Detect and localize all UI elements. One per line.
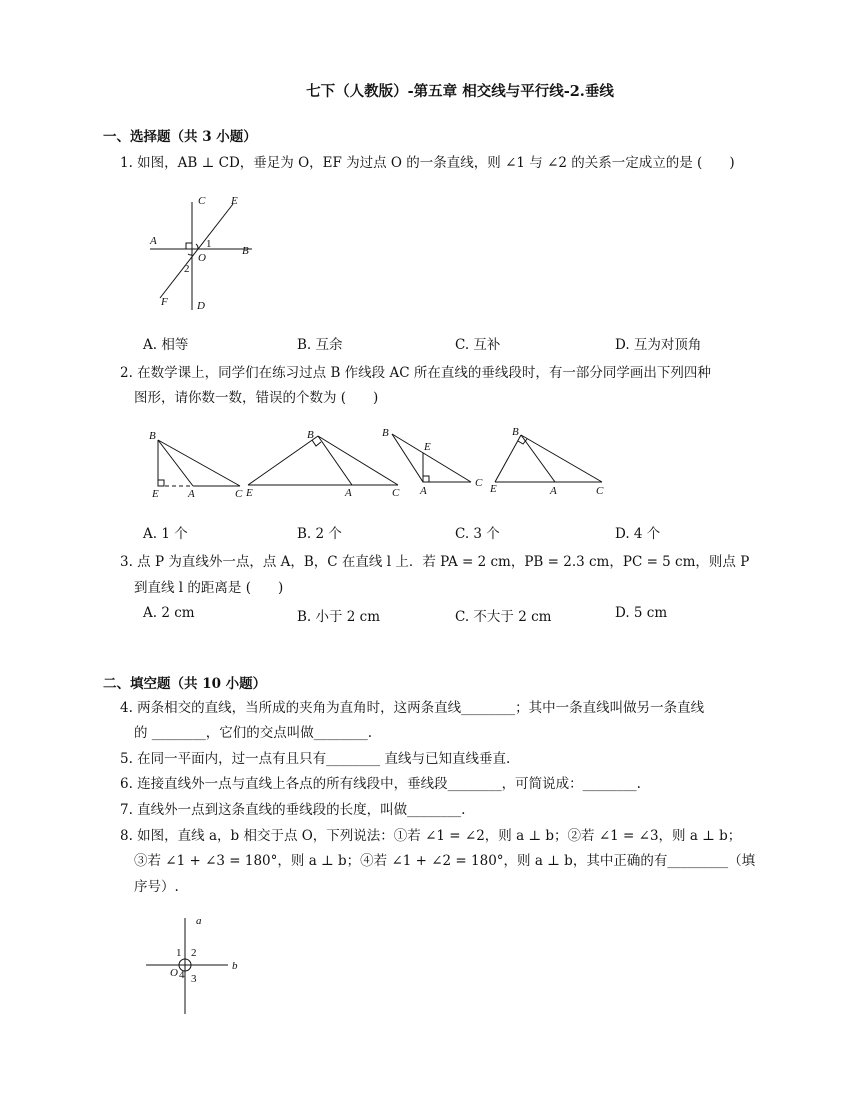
fig4-label-a: A <box>550 485 557 497</box>
q1-option-d[interactable]: D. 互为对顶角 <box>615 337 702 353</box>
label-b: B <box>242 245 249 257</box>
question-7-text: 7. 直线外一点到这条直线的垂线段的长度，叫做________. <box>120 802 466 818</box>
question-8-line-1: 8. 如图，直线 a，b 相交于点 O，下列说法：①若 ∠1 = ∠2，则 a ⊥ b；②若 ∠1 = ∠3，则 a ⊥ b； <box>120 828 742 844</box>
fig1-label-a: A <box>188 488 195 500</box>
fig1-label-e: E <box>152 488 159 500</box>
q1-option-b[interactable]: B. 互余 <box>297 337 343 353</box>
question-2-figures <box>140 422 620 504</box>
label-e: E <box>231 195 238 207</box>
fig4-label-b: B <box>512 426 519 438</box>
page-title: 七下（人教版）-第五章 相交线与平行线-2.垂线 <box>306 83 614 100</box>
label-angle-1: 1 <box>176 947 182 959</box>
angle-1-arc <box>196 244 198 249</box>
line-ef <box>160 204 233 298</box>
question-2-line-1: 2. 在数学课上，同学们在练习过点 B 作线段 AC 所在直线的垂线段时，有一部分同学画出下列四种 <box>120 365 711 381</box>
question-3-line-1: 3. 点 P 为直线外一点，点 A，B，C 在直线 l 上．若 PA = 2 cm，PB = 2.3 cm，PC = 5 cm，则点 P <box>120 554 750 570</box>
q2-option-c[interactable]: C. 3 个 <box>455 526 500 542</box>
fig4-label-e: E <box>490 483 497 495</box>
fig4-label-c: C <box>596 485 604 497</box>
label-c: C <box>198 195 206 207</box>
fig3-label-e: E <box>424 441 431 453</box>
q2-option-a[interactable]: A. 1 个 <box>143 526 188 542</box>
label-a: a <box>196 915 202 927</box>
q2-figure-1 <box>149 430 243 500</box>
angle-2-arc <box>188 254 192 255</box>
fig3-label-c: C <box>475 477 483 489</box>
question-1-text: 1. 如图，AB ⊥ CD，垂足为 O，EF 为过点 O 的一条直线，则 ∠1 与 ∠2 的关系一定成立的是 ( ) <box>120 155 735 171</box>
label-angle-3: 3 <box>191 973 197 985</box>
section-heading-fill: 二、填空题（共 10 小题） <box>103 676 267 692</box>
q3-option-a[interactable]: A. 2 cm <box>143 605 195 621</box>
angle-1-arc <box>179 959 185 965</box>
fig1-label-b: B <box>149 430 156 442</box>
label-angle-2: 2 <box>184 263 190 275</box>
label-angle-2: 2 <box>191 947 197 959</box>
q2-figure-2 <box>245 429 400 499</box>
label-d: D <box>197 300 205 312</box>
fig3-label-b: B <box>382 427 389 439</box>
q3-option-b[interactable]: B. 小于 2 cm <box>297 609 381 625</box>
angle-3-arc <box>185 965 191 971</box>
q1-option-a[interactable]: A. 相等 <box>143 337 189 353</box>
question-2-line-2: 图形，请你数一数，错误的个数为 ( ) <box>134 390 379 406</box>
label-angle-4: 4 <box>179 969 185 981</box>
question-3-line-2: 到直线 l 的距离是 ( ) <box>134 580 284 596</box>
question-6-text: 6. 连接直线外一点与直线上各点的所有线段中，垂线段________，可简说成：________. <box>120 776 641 792</box>
q3-option-c[interactable]: C. 不大于 2 cm <box>455 609 552 625</box>
right-angle-mark <box>186 243 192 249</box>
label-o: O <box>170 967 178 979</box>
question-8-line-2: ③若 ∠1 + ∠3 = 180°，则 a ⊥ b；④若 ∠1 + ∠2 = 180°，则 a ⊥ b，其中正确的有_________（填 <box>134 853 756 869</box>
q2-figure-4 <box>489 426 604 497</box>
fig2-label-b: B <box>307 429 314 441</box>
fig2-label-c: C <box>392 487 400 499</box>
section-heading-choice: 一、选择题（共 3 小题） <box>103 129 257 145</box>
fig2-label-e: E <box>246 487 253 499</box>
label-f: F <box>161 296 168 308</box>
label-angle-1: 1 <box>206 238 212 250</box>
fig2-label-a: A <box>345 487 352 499</box>
label-o: O <box>198 252 206 264</box>
q2-option-b[interactable]: B. 2 个 <box>297 526 342 542</box>
q1-option-c[interactable]: C. 互补 <box>455 337 501 353</box>
question-5-text: 5. 在同一平面内，过一点有且只有________ 直线与已知直线垂直. <box>120 751 511 767</box>
question-4-line-1: 4. 两条相交的直线，当所成的夹角为直角时，这两条直线________；其中一条直线叫做另一条直线 <box>120 700 705 716</box>
q3-option-d[interactable]: D. 5 cm <box>615 605 668 621</box>
question-8-line-3: 序号）. <box>134 879 179 895</box>
question-8-figure <box>140 910 250 1016</box>
label-b: b <box>232 960 238 972</box>
angle-2-arc <box>185 959 191 965</box>
label-a: A <box>150 235 157 247</box>
fig3-label-a: A <box>420 485 427 497</box>
question-4-line-2: 的 ________，它们的交点叫做________. <box>134 725 373 741</box>
q2-option-d[interactable]: D. 4 个 <box>615 526 661 542</box>
fig1-label-c: C <box>235 488 243 500</box>
question-1-figure <box>140 188 270 316</box>
